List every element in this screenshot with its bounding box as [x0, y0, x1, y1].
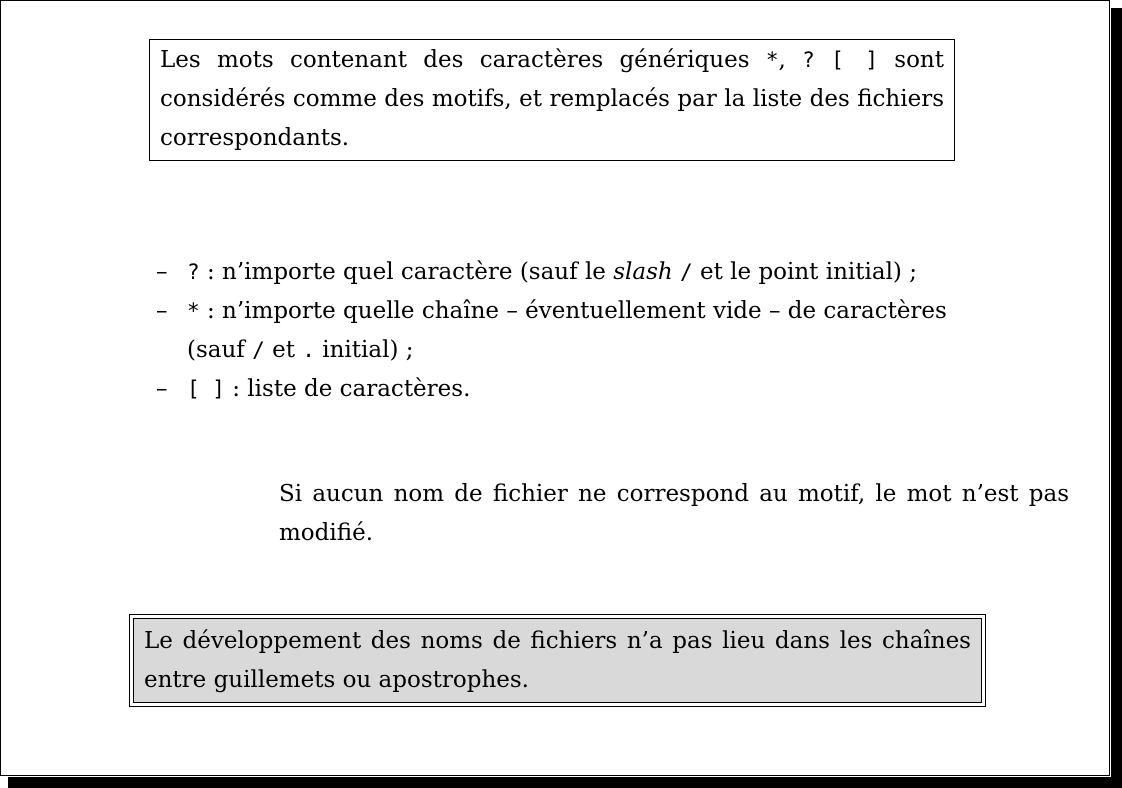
highlight-box-inner: [133, 618, 982, 703]
list-text: et le point initial) ;: [692, 259, 917, 285]
definition-box: [149, 39, 955, 161]
dot-symbol: .: [302, 338, 315, 362]
wildcard-list: [156, 253, 956, 409]
wildcard-brackets: [ ]: [831, 48, 878, 72]
slash-symbol: /: [680, 260, 693, 284]
list-text: : n’importe quel caractère (sauf le: [199, 259, 614, 285]
list-dash: –: [156, 259, 168, 285]
list-text: et: [264, 337, 303, 363]
definition-space: [815, 47, 831, 73]
list-dash: –: [156, 376, 168, 402]
definition-text-start: Les mots contenant des caractères génériques: [160, 47, 766, 73]
list-text: : n’importe quelle chaîne – éventuellement vide – de caractères (sauf: [187, 298, 947, 363]
slash-symbol: /: [252, 338, 265, 362]
slide-shadow-right: [1111, 8, 1122, 788]
list-item-brackets: [156, 370, 956, 409]
wildcard-question: ?: [802, 48, 815, 72]
wildcard-star: *: [765, 48, 779, 72]
definition-comma: ,: [778, 47, 803, 73]
list-dash: –: [156, 298, 168, 324]
note-text: Si aucun nom de fichier ne correspond au motif, le mot n’est pas modifié.: [279, 481, 1069, 546]
list-item-question: [156, 253, 956, 292]
definition-text: [160, 41, 944, 158]
definition-text-end: sont considérés comme des motifs, et remplacés par la liste des fichiers correspondants.: [160, 47, 944, 151]
list-symbol-star: *: [187, 299, 200, 323]
slash-emphasis: slash: [613, 259, 673, 285]
highlight-text: Le développement des noms de fichiers n’a pas lieu dans les chaînes entre guillemets ou apostrophes.: [144, 628, 971, 693]
list-text: initial) ;: [314, 337, 414, 363]
list-text: : liste de caractères.: [224, 376, 471, 402]
list-item-star: [156, 292, 956, 370]
slide-shadow-bottom: [8, 777, 1122, 788]
list-symbol-question: ?: [187, 260, 200, 284]
list-symbol-brackets: [ ]: [187, 377, 225, 401]
highlight-box: [129, 614, 986, 707]
